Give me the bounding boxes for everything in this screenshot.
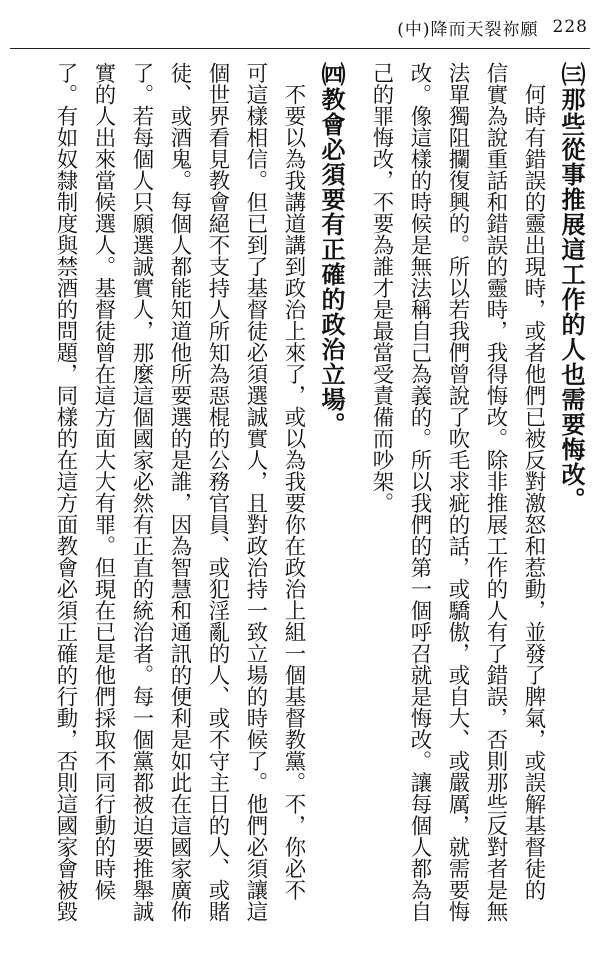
text-column-1: 何時有錯誤的靈出現時，或者他們已被反對激怒和惹動，並發了脾氣，或誤解基督徒的 [521,62,546,901]
header-rule [10,48,590,49]
text-column-6: 不要以為我講道講到政治上來了，或以為我要你在政治上組一個基督教黨。不，你必不 [281,62,306,901]
vertical-text-body [4,62,588,954]
page-header [397,10,588,44]
section-gap [352,62,360,954]
text-column-4: 改。像這樣的時候是無法稱自己為義的。所以我們的第一個呼召就是悔改。讓每個人都為自 [407,62,432,922]
heading-section-3: ㈢那些從事推展這工作的人也需要悔改。 [557,62,585,512]
running-title: (中)降而天裂祢願 [397,19,539,40]
text-column-11: 實的人出來當候選人。基督徒曾在這方面大大有罪。但現在已是他們採取不同行動的時候 [91,62,116,901]
text-column-10: 了。若每個人只願選誠實人，那麼這個國家必然有正直的統治者。每一個黨都被迫要推舉誠 [129,62,154,922]
text-column-9: 徒、或酒鬼。每個人都能知道他所要選的是誰，因為智慧和通訊的便利是如此在這國家廣佈 [167,62,192,922]
text-column-7: 可這樣相信。但已到了基督徒必須選誠實人，且對政治持一致立場的時候了。他們必須讓這 [243,62,268,922]
text-column-5: 己的罪悔改，不要為誰才是最當受責備而吵架。 [369,62,394,514]
text-column-2: 信實為說重話和錯誤的靈時，我得悔改。除非推展工作的人有了錯誤，否則那些反對者是無 [483,62,508,922]
page-number: 228 [552,17,588,37]
heading-section-4: ㈣教會必須要有正確的政治立場。 [317,62,345,437]
text-column-12: 了。有如奴隸制度與禁酒的問題，同樣的在這方面教會必須正確的行動，否則這國家會被毀 [53,62,78,922]
text-column-8: 個世界看見教會絕不支持人所知為惡棍的公務官員、或犯淫亂的人、或不守主日的人、或賭 [205,62,230,922]
text-column-3: 法單獨阻攔復興的。所以若我們曾說了吹毛求疵的話，或驕傲，或自大、或嚴厲，就需要悔 [445,62,470,922]
